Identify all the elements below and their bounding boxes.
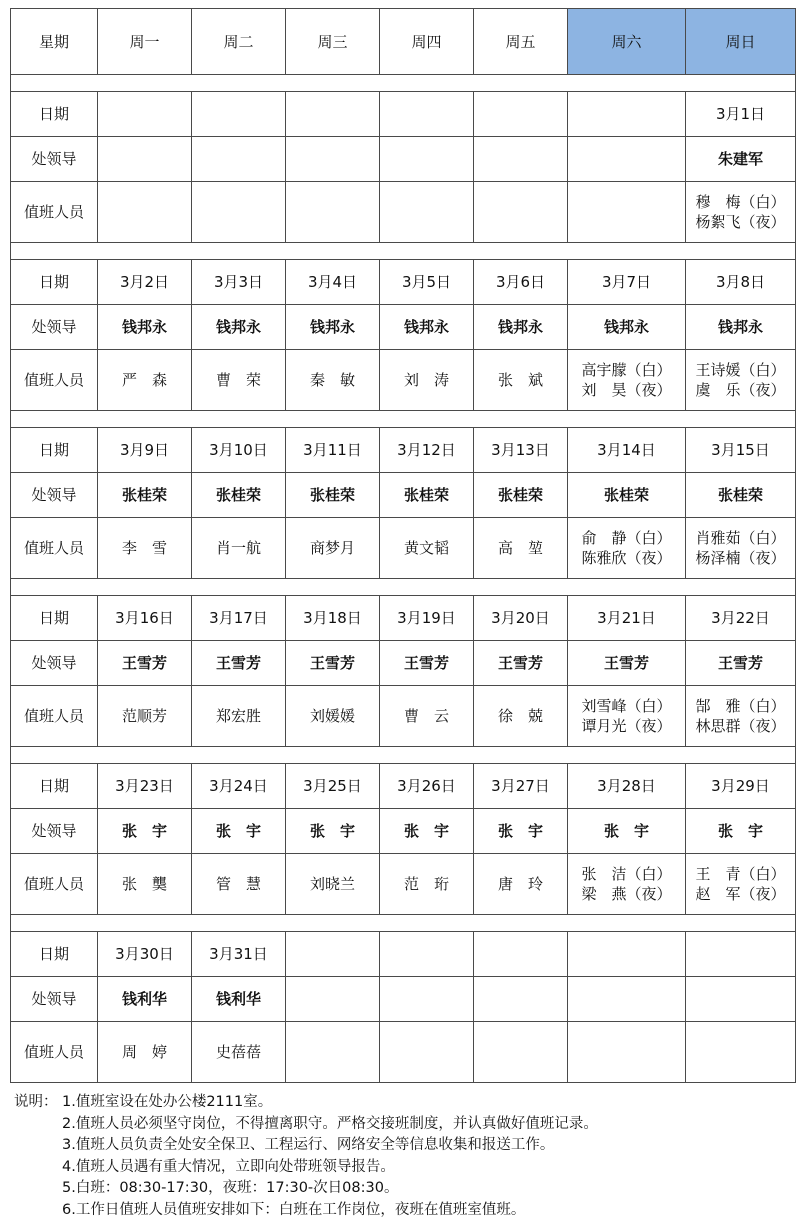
date-cell (474, 932, 568, 977)
staff-cell: 刘晓兰 (286, 854, 380, 915)
staff-row-label: 值班人员 (11, 686, 98, 747)
date-cell: 3月31日 (192, 932, 286, 977)
notes-prefix: 说明： (14, 1094, 58, 1110)
date-cell: 3月15日 (686, 428, 796, 473)
staff-cell (686, 1022, 796, 1083)
day-shift-staff: 穆 梅（白） (695, 193, 786, 211)
leader-cell: 钱邦永 (380, 305, 474, 350)
day-shift-staff: 郜 雅（白） (695, 697, 786, 715)
leader-cell: 钱邦永 (474, 305, 568, 350)
staff-cell: 管 慧 (192, 854, 286, 915)
staff-cell (568, 686, 686, 747)
week-spacer-row (11, 75, 796, 92)
date-cell: 3月21日 (568, 596, 686, 641)
date-cell: 3月3日 (192, 260, 286, 305)
staff-cell: 曹 荣 (192, 350, 286, 411)
date-row (11, 428, 796, 473)
staff-cell (568, 1022, 686, 1083)
date-cell: 3月24日 (192, 764, 286, 809)
leader-cell: 张 宇 (380, 809, 474, 854)
staff-cell: 曹 云 (380, 686, 474, 747)
staff-cell: 张 龑 (98, 854, 192, 915)
staff-cell (686, 518, 796, 579)
date-cell: 3月2日 (98, 260, 192, 305)
weekday-friday: 周五 (474, 9, 568, 75)
staff-cell: 商梦月 (286, 518, 380, 579)
leader-cell (568, 137, 686, 182)
leader-cell (568, 977, 686, 1022)
spacer-cell (11, 75, 796, 92)
staff-cell: 黄文韬 (380, 518, 474, 579)
day-shift-staff: 刘雪峰（白） (581, 697, 672, 715)
leader-cell: 王雪芳 (474, 641, 568, 686)
leader-cell: 张 宇 (568, 809, 686, 854)
leader-cell: 王雪芳 (98, 641, 192, 686)
staff-cell (568, 182, 686, 243)
schedule-body (11, 9, 796, 1083)
day-shift-staff: 俞 静（白） (581, 529, 672, 547)
note-item: 1.值班室设在处办公楼2111室。 (62, 1094, 273, 1110)
weekday-header-row (11, 9, 796, 75)
date-cell: 3月18日 (286, 596, 380, 641)
leader-row-label: 处领导 (11, 809, 98, 854)
staff-cell (380, 1022, 474, 1083)
date-cell: 3月25日 (286, 764, 380, 809)
date-cell: 3月9日 (98, 428, 192, 473)
staff-row-label: 值班人员 (11, 182, 98, 243)
leader-cell: 王雪芳 (686, 641, 796, 686)
leader-cell: 张 宇 (686, 809, 796, 854)
staff-cell: 李 雪 (98, 518, 192, 579)
date-row-label: 日期 (11, 932, 98, 977)
staff-row (11, 518, 796, 579)
note-item: 6.工作日值班人员值班安排如下：白班在工作岗位，夜班在值班室值班。 (62, 1201, 526, 1218)
week-spacer-row (11, 579, 796, 596)
staff-cell (568, 518, 686, 579)
date-cell (380, 932, 474, 977)
note-item: 4.值班人员遇有重大情况，立即向处带班领导报告。 (62, 1158, 395, 1175)
week-spacer-row (11, 915, 796, 932)
night-shift-staff: 林思群（夜） (695, 717, 786, 735)
date-cell (380, 92, 474, 137)
night-shift-staff: 谭月光（夜） (581, 717, 672, 735)
leader-row (11, 809, 796, 854)
staff-cell (192, 182, 286, 243)
date-cell: 3月10日 (192, 428, 286, 473)
date-cell: 3月11日 (286, 428, 380, 473)
date-row (11, 92, 796, 137)
date-row-label: 日期 (11, 92, 98, 137)
leader-cell (686, 977, 796, 1022)
leader-cell: 张桂荣 (98, 473, 192, 518)
staff-cell: 张 斌 (474, 350, 568, 411)
staff-row (11, 854, 796, 915)
night-shift-staff: 赵 军（夜） (695, 885, 786, 903)
leader-cell: 钱邦永 (568, 305, 686, 350)
note-item: 2.值班人员必须坚守岗位，不得擅离职守。严格交接班制度，并认真做好值班记录。 (62, 1115, 598, 1132)
leader-cell: 张桂荣 (286, 473, 380, 518)
night-shift-staff: 虞 乐（夜） (695, 381, 786, 399)
date-cell: 3月8日 (686, 260, 796, 305)
staff-cell: 秦 敏 (286, 350, 380, 411)
leader-row-label: 处领导 (11, 305, 98, 350)
date-cell: 3月22日 (686, 596, 796, 641)
staff-cell (474, 1022, 568, 1083)
staff-cell (98, 182, 192, 243)
leader-cell (192, 137, 286, 182)
staff-cell: 严 森 (98, 350, 192, 411)
leader-cell: 张桂荣 (474, 473, 568, 518)
leader-cell: 朱建军 (686, 137, 796, 182)
date-row-label: 日期 (11, 764, 98, 809)
leader-cell: 张桂荣 (568, 473, 686, 518)
date-row (11, 260, 796, 305)
date-cell: 3月28日 (568, 764, 686, 809)
leader-cell: 张桂荣 (380, 473, 474, 518)
date-cell (98, 92, 192, 137)
leader-row (11, 305, 796, 350)
day-shift-staff: 高宇朦（白） (581, 361, 672, 379)
leader-cell: 钱邦永 (686, 305, 796, 350)
date-cell: 3月6日 (474, 260, 568, 305)
staff-cell (686, 686, 796, 747)
leader-cell (380, 137, 474, 182)
leader-cell: 钱利华 (98, 977, 192, 1022)
staff-row (11, 686, 796, 747)
leader-cell (286, 977, 380, 1022)
date-cell: 3月1日 (686, 92, 796, 137)
date-cell: 3月4日 (286, 260, 380, 305)
spacer-cell (11, 411, 796, 428)
day-shift-staff: 王 青（白） (695, 865, 786, 883)
date-cell: 3月17日 (192, 596, 286, 641)
leader-cell (474, 977, 568, 1022)
staff-cell (686, 854, 796, 915)
date-cell (286, 932, 380, 977)
leader-cell: 张 宇 (286, 809, 380, 854)
staff-row-label: 值班人员 (11, 518, 98, 579)
leader-cell: 钱邦永 (192, 305, 286, 350)
day-shift-staff: 张 洁（白） (581, 865, 672, 883)
leader-row (11, 137, 796, 182)
staff-cell: 刘 涛 (380, 350, 474, 411)
spacer-cell (11, 915, 796, 932)
leader-cell: 张 宇 (98, 809, 192, 854)
note-item: 5.白班：08:30-17:30，夜班：17:30-次日08:30。 (62, 1180, 399, 1196)
date-cell (568, 932, 686, 977)
note-line (14, 1092, 598, 1114)
leader-cell: 张桂荣 (686, 473, 796, 518)
date-row (11, 932, 796, 977)
weekday-tuesday: 周二 (192, 9, 286, 75)
duty-schedule-table (10, 8, 796, 1083)
date-cell: 3月12日 (380, 428, 474, 473)
leader-row-label: 处领导 (11, 137, 98, 182)
date-cell: 3月5日 (380, 260, 474, 305)
day-shift-staff: 王诗媛（白） (695, 361, 786, 379)
night-shift-staff: 刘 昊（夜） (581, 381, 672, 399)
leader-row-label: 处领导 (11, 977, 98, 1022)
staff-row (11, 350, 796, 411)
date-cell: 3月13日 (474, 428, 568, 473)
date-row-label: 日期 (11, 260, 98, 305)
date-row-label: 日期 (11, 596, 98, 641)
leader-cell: 张桂荣 (192, 473, 286, 518)
date-cell: 3月19日 (380, 596, 474, 641)
leader-cell: 钱邦永 (286, 305, 380, 350)
leader-cell: 张 宇 (474, 809, 568, 854)
spacer-cell (11, 747, 796, 764)
leader-cell: 王雪芳 (380, 641, 474, 686)
leader-cell (474, 137, 568, 182)
staff-cell (380, 182, 474, 243)
date-cell: 3月23日 (98, 764, 192, 809)
leader-row-label: 处领导 (11, 641, 98, 686)
week-spacer-row (11, 411, 796, 428)
staff-cell: 周 婷 (98, 1022, 192, 1083)
staff-row (11, 1022, 796, 1083)
leader-cell (98, 137, 192, 182)
staff-cell (286, 182, 380, 243)
date-cell: 3月20日 (474, 596, 568, 641)
staff-cell (568, 854, 686, 915)
night-shift-staff: 杨絮飞（夜） (695, 213, 786, 231)
date-cell: 3月14日 (568, 428, 686, 473)
staff-row (11, 182, 796, 243)
staff-cell (474, 182, 568, 243)
week-spacer-row (11, 747, 796, 764)
night-shift-staff: 梁 燕（夜） (581, 885, 672, 903)
staff-row-label: 值班人员 (11, 350, 98, 411)
date-cell (286, 92, 380, 137)
staff-cell: 徐 兢 (474, 686, 568, 747)
date-cell (686, 932, 796, 977)
weekday-saturday: 周六 (568, 9, 686, 75)
leader-row (11, 473, 796, 518)
date-cell (568, 92, 686, 137)
weekday-header-label: 星期 (11, 9, 98, 75)
leader-cell: 王雪芳 (192, 641, 286, 686)
staff-row-label: 值班人员 (11, 1022, 98, 1083)
week-spacer-row (11, 243, 796, 260)
staff-cell: 范 珩 (380, 854, 474, 915)
staff-cell (686, 182, 796, 243)
leader-row-label: 处领导 (11, 473, 98, 518)
date-cell: 3月7日 (568, 260, 686, 305)
date-cell: 3月30日 (98, 932, 192, 977)
leader-cell: 王雪芳 (568, 641, 686, 686)
note-item: 3.值班人员负责全处安全保卫、工程运行、网络安全等信息收集和报送工作。 (62, 1137, 555, 1153)
leader-cell: 钱利华 (192, 977, 286, 1022)
leader-cell (286, 137, 380, 182)
night-shift-staff: 陈雅欣（夜） (581, 549, 672, 567)
date-cell (474, 92, 568, 137)
staff-cell (568, 350, 686, 411)
leader-row (11, 977, 796, 1022)
date-cell: 3月16日 (98, 596, 192, 641)
weekday-thursday: 周四 (380, 9, 474, 75)
date-row (11, 764, 796, 809)
staff-cell: 肖一航 (192, 518, 286, 579)
day-shift-staff: 肖雅茹（白） (695, 529, 786, 547)
spacer-cell (11, 579, 796, 596)
staff-cell: 范顺芳 (98, 686, 192, 747)
notes-section (14, 1092, 598, 1221)
night-shift-staff: 杨泽楠（夜） (695, 549, 786, 567)
staff-cell: 高 堃 (474, 518, 568, 579)
leader-cell: 钱邦永 (98, 305, 192, 350)
staff-cell: 郑宏胜 (192, 686, 286, 747)
date-cell: 3月27日 (474, 764, 568, 809)
weekday-monday: 周一 (98, 9, 192, 75)
weekday-wednesday: 周三 (286, 9, 380, 75)
date-cell: 3月26日 (380, 764, 474, 809)
staff-cell: 唐 玲 (474, 854, 568, 915)
staff-cell (686, 350, 796, 411)
date-cell: 3月29日 (686, 764, 796, 809)
spacer-cell (11, 243, 796, 260)
leader-cell: 王雪芳 (286, 641, 380, 686)
staff-cell (286, 1022, 380, 1083)
staff-cell: 刘媛媛 (286, 686, 380, 747)
weekday-sunday: 周日 (686, 9, 796, 75)
leader-row (11, 641, 796, 686)
date-row (11, 596, 796, 641)
leader-cell: 张 宇 (192, 809, 286, 854)
date-cell (192, 92, 286, 137)
staff-cell: 史蓓蓓 (192, 1022, 286, 1083)
staff-row-label: 值班人员 (11, 854, 98, 915)
date-row-label: 日期 (11, 428, 98, 473)
leader-cell (380, 977, 474, 1022)
